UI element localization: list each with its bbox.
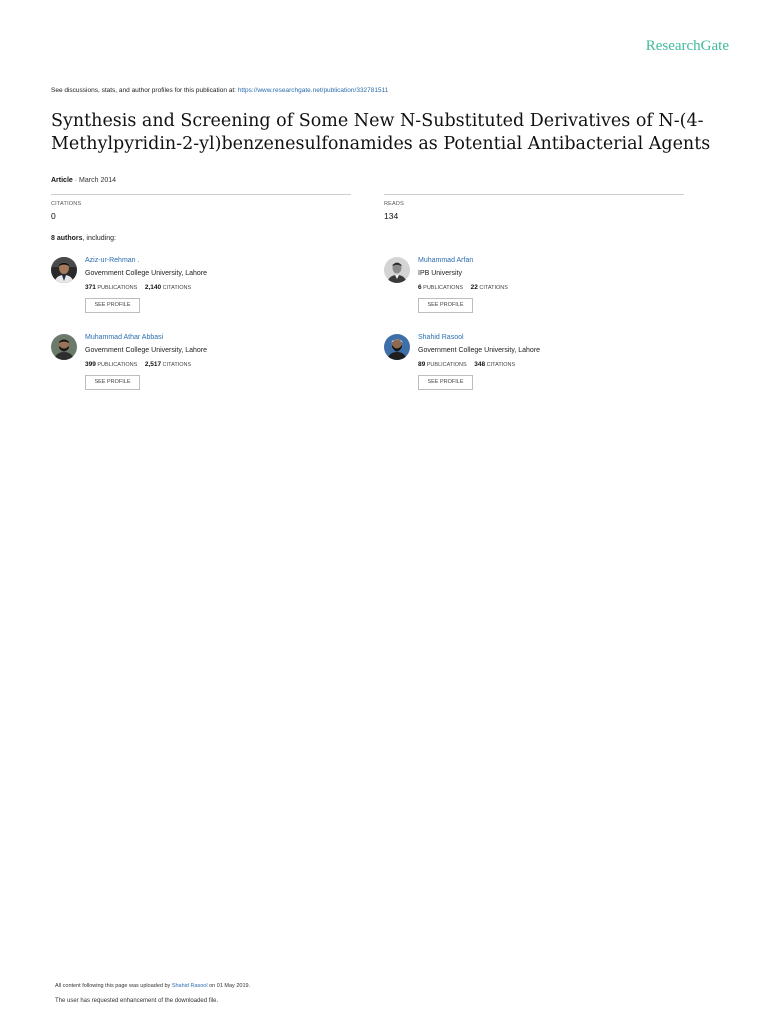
author-name-link[interactable]: Muhammad Athar Abbasi (85, 334, 164, 341)
publications-label: PUBLICATIONS (97, 362, 138, 368)
citations-divider (51, 194, 351, 195)
author-name-link[interactable]: Aziz-ur-Rehman . (85, 257, 140, 264)
see-profile-button[interactable]: SEE PROFILE (418, 298, 473, 313)
author-name-link[interactable]: Muhammad Arfan (418, 257, 474, 264)
enhancement-note: The user has requested enhancement of the downloaded file. (55, 998, 219, 1004)
publications-count: 371 (85, 284, 96, 291)
author-institution: Government College University, Lahore (85, 270, 208, 277)
author-citations-label: CITATIONS (162, 362, 192, 368)
page-title: Synthesis and Screening of Some New N-Substituted Derivatives of N-(4-Methylpyridin-2-yl)benzenesulfonamides as Potential Antibacterial Agents (51, 111, 711, 154)
author-citations-count: 2,140 (144, 284, 162, 291)
upload-note (55, 983, 250, 989)
publications-label: PUBLICATIONS (423, 285, 464, 291)
citations-label: CITATIONS (51, 201, 82, 207)
author-citations-label: CITATIONS (486, 362, 516, 368)
discussion-prefix: See discussions, stats, and author profiles for this publication at: (51, 87, 236, 94)
see-profile-button[interactable]: SEE PROFILE (85, 375, 140, 390)
meta-separator: · (74, 177, 78, 184)
person-photo-icon[interactable] (51, 257, 77, 283)
author-stats (418, 284, 508, 291)
reads-label: READS (384, 201, 404, 207)
publication-link[interactable]: https://www.researchgate.net/publication/332781511 (237, 87, 389, 94)
author-card (384, 334, 684, 394)
article-date: March 2014 (79, 177, 117, 184)
author-stats (85, 284, 191, 291)
person-photo-icon[interactable] (51, 334, 77, 360)
author-citations-count: 2,517 (144, 361, 162, 368)
authors-heading (51, 235, 116, 242)
author-citations-label: CITATIONS (162, 285, 192, 291)
upload-date: on 01 May 2019. (209, 983, 251, 989)
article-meta (51, 177, 116, 184)
author-institution: IPB University (418, 270, 462, 277)
author-card (51, 334, 351, 394)
publications-label: PUBLICATIONS (97, 285, 138, 291)
person-photo-icon[interactable] (384, 334, 410, 360)
citations-count: 0 (51, 211, 56, 221)
reads-count: 134 (384, 211, 399, 221)
author-institution: Government College University, Lahore (418, 347, 541, 354)
publications-count: 6 (418, 284, 422, 291)
author-citations-count: 22 (470, 284, 478, 291)
author-citations-count: 348 (474, 361, 486, 368)
article-type: Article (51, 177, 73, 184)
authors-including: , including: (82, 235, 116, 242)
author-card (384, 257, 684, 317)
researchgate-logo[interactable]: ResearchGate (645, 38, 729, 54)
see-profile-button[interactable]: SEE PROFILE (85, 298, 140, 313)
author-name-link[interactable]: Shahid Rasool (418, 334, 464, 341)
uploader-link[interactable]: Shahid Rasool (171, 983, 208, 989)
upload-prefix: All content following this page was uploaded by (55, 983, 171, 989)
author-citations-label: CITATIONS (479, 285, 508, 291)
authors-count: 8 authors (51, 235, 83, 242)
author-stats (418, 361, 515, 368)
see-profile-button[interactable]: SEE PROFILE (418, 375, 473, 390)
publications-label: PUBLICATIONS (426, 362, 467, 368)
author-card (51, 257, 351, 317)
discussion-line (51, 87, 388, 94)
publications-count: 89 (418, 361, 426, 368)
publications-count: 399 (85, 361, 96, 368)
person-photo-icon[interactable] (384, 257, 410, 283)
author-stats (85, 361, 191, 368)
reads-divider (384, 194, 684, 195)
author-institution: Government College University, Lahore (85, 347, 208, 354)
